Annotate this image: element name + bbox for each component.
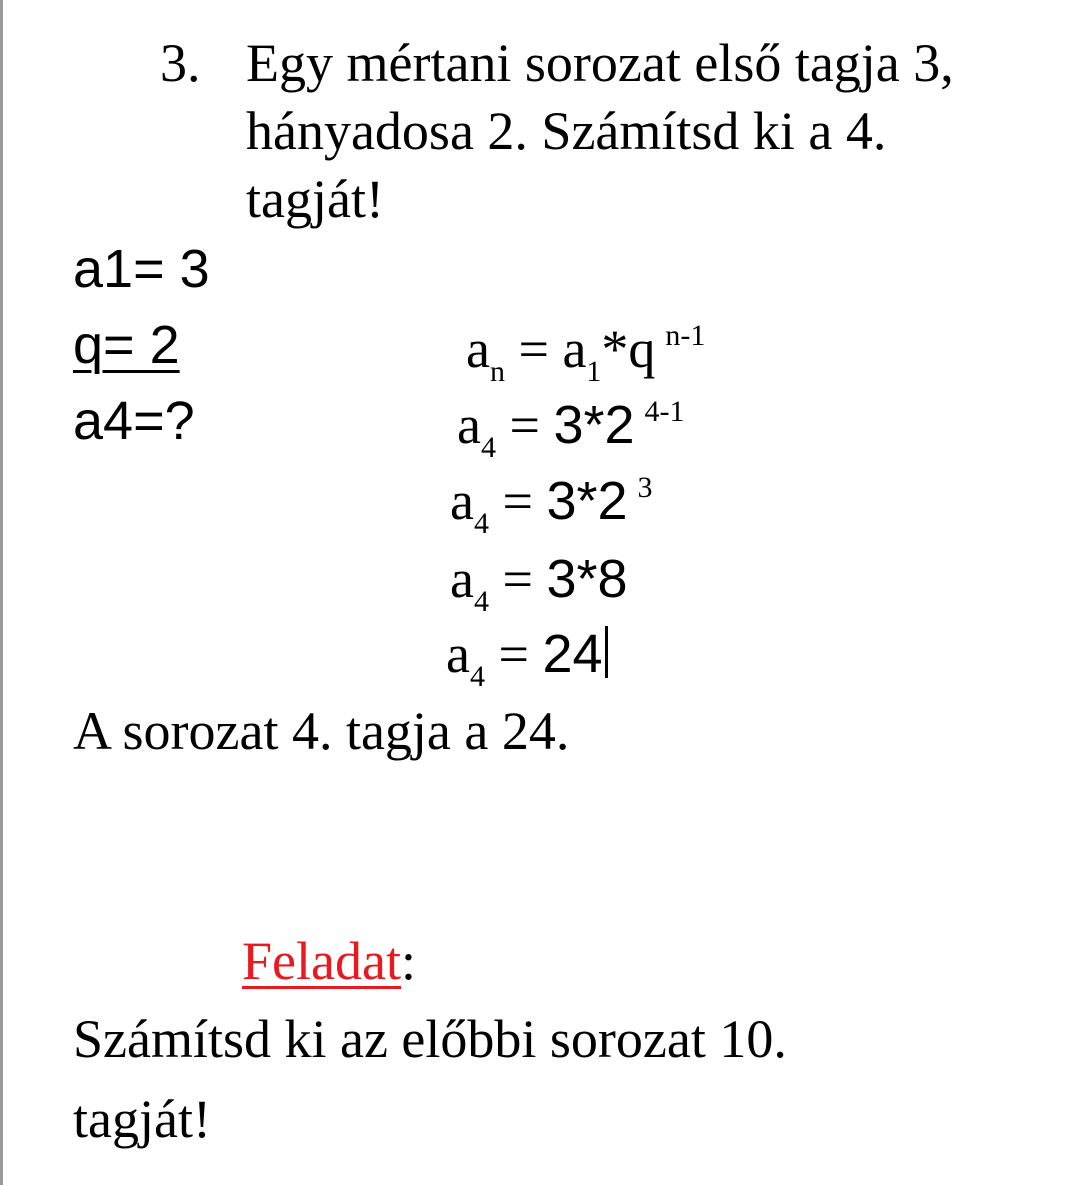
formula-rest: *q <box>601 319 656 379</box>
step-1 <box>457 395 685 464</box>
task-line-2: tagját! <box>73 1089 211 1149</box>
task-heading <box>242 931 416 991</box>
problem-line-3: tagját! <box>246 169 384 229</box>
given-a1: a1= 3 <box>73 239 210 299</box>
step-4 <box>446 624 608 693</box>
step-4-lhs-sub: 4 <box>469 660 485 693</box>
task-heading-label: Feladat <box>242 931 401 991</box>
answer-sentence: A sorozat 4. tagja a 24. <box>73 701 570 761</box>
step-1-rhs: 3*2 <box>553 395 635 455</box>
step-1-lhs-sub: 4 <box>480 431 496 464</box>
step-2 <box>450 471 653 540</box>
step-2-lhs-sub: 4 <box>473 507 489 540</box>
step-1-lhs: a <box>457 395 481 455</box>
formula-exponent: n-1 <box>665 319 706 352</box>
step-4-rhs: 24 <box>542 624 603 684</box>
problem-line-1: Egy mértani sorozat első tagja 3, <box>246 33 954 93</box>
formula-lhs: a <box>466 319 490 379</box>
step-3-lhs: a <box>450 549 474 609</box>
step-2-lhs: a <box>450 471 474 531</box>
formula-lhs-sub: n <box>489 355 505 388</box>
problem-line-2: hányadosa 2. Számítsd ki a 4. <box>246 101 887 161</box>
step-3-lhs-sub: 4 <box>473 585 489 618</box>
formula-general-term <box>466 319 706 388</box>
text-cursor <box>605 626 608 678</box>
page-left-edge <box>0 0 3 1185</box>
task-line-1: Számítsd ki az előbbi sorozat 10. <box>73 1009 787 1069</box>
step-3 <box>450 549 628 618</box>
step-2-eq: = <box>488 471 547 531</box>
step-1-exponent: 4-1 <box>644 395 685 428</box>
formula-rhs-sub: 1 <box>586 355 602 388</box>
problem-number: 3. <box>160 33 201 93</box>
step-2-exponent: 3 <box>637 471 653 504</box>
step-2-rhs: 3*2 <box>546 471 628 531</box>
step-3-eq: = <box>488 549 547 609</box>
task-heading-colon: : <box>400 931 416 991</box>
formula-rhs: a <box>562 319 587 379</box>
step-4-eq: = <box>484 624 543 684</box>
step-4-lhs: a <box>446 624 470 684</box>
given-q: q= 2 <box>73 315 180 375</box>
given-a4: a4=? <box>73 391 195 451</box>
step-1-eq: = <box>495 395 554 455</box>
formula-eq: = <box>504 319 563 379</box>
step-3-rhs: 3*8 <box>546 549 628 609</box>
